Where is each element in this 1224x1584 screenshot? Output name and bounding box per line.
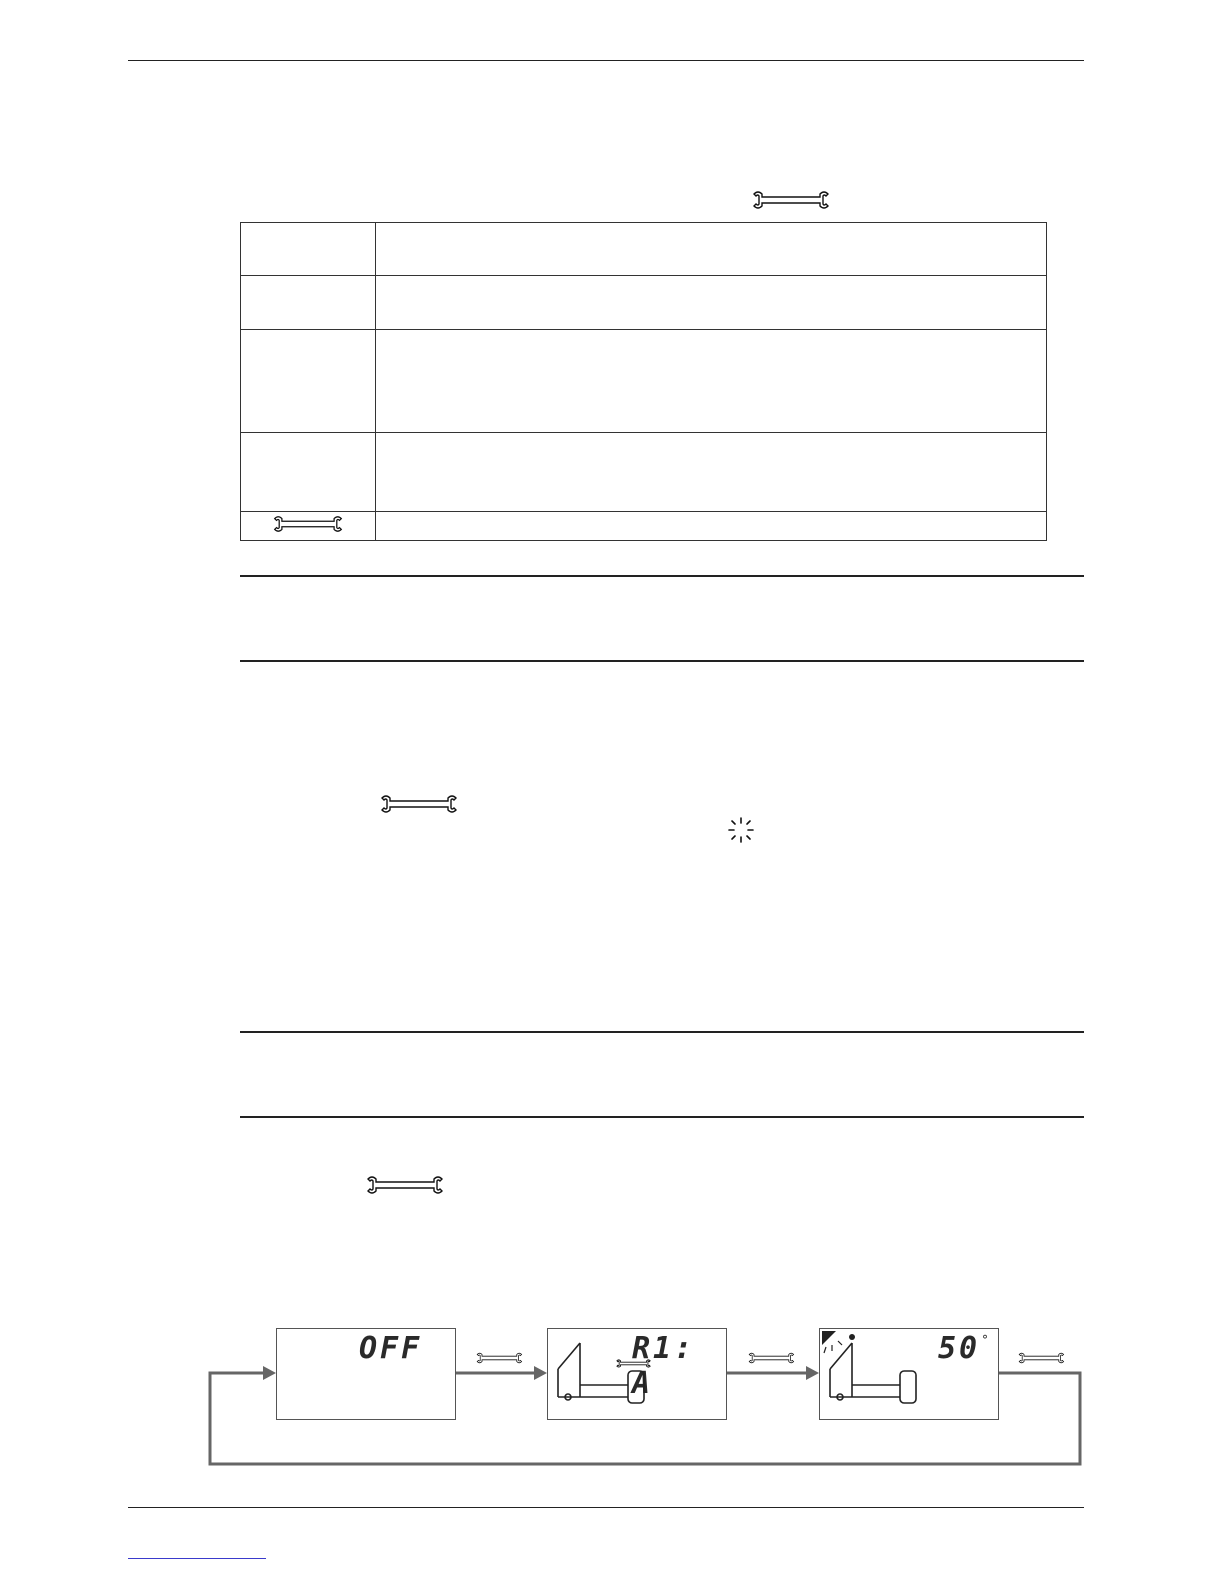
header-rule	[128, 60, 1084, 61]
table-cell-key	[241, 512, 376, 541]
sensor-dot-icon	[849, 1334, 855, 1340]
table-cell-value	[376, 330, 1047, 433]
note-rule-bottom	[240, 1116, 1084, 1118]
table-row	[241, 330, 1047, 433]
solar-schematic-icon	[822, 1331, 992, 1417]
table-cell-key	[241, 433, 376, 512]
lcd-readout: R1: A	[632, 1331, 696, 1401]
table-row	[241, 433, 1047, 512]
system-schematic-icon	[552, 1337, 722, 1417]
wrench-icon	[477, 1353, 521, 1363]
wrench-icon	[752, 190, 830, 210]
note-rule-top	[240, 575, 1084, 577]
table-cell-value	[376, 433, 1047, 512]
table-cell-value	[376, 223, 1047, 276]
arrow-head	[806, 1366, 819, 1380]
spec-table	[240, 222, 1047, 541]
arrow-head	[534, 1366, 547, 1380]
table-cell-value	[376, 512, 1047, 541]
lcd-screen-off	[276, 1328, 456, 1420]
table-row	[241, 223, 1047, 276]
table-cell-value	[376, 276, 1047, 330]
footer-link-underline	[128, 1558, 266, 1559]
lcd-screen-relay	[547, 1328, 727, 1420]
wrench-icon	[617, 1360, 650, 1367]
footer-rule	[128, 1507, 1084, 1508]
lcd-unit-mark: °	[982, 1333, 988, 1347]
wrench-icon	[380, 794, 458, 814]
wrench-icon	[749, 1353, 793, 1363]
table-cell-key	[241, 276, 376, 330]
sun-blink-icon	[726, 816, 756, 844]
table-cell-key	[241, 223, 376, 276]
table-cell-key	[241, 330, 376, 433]
wrench-icon	[366, 1175, 444, 1195]
arrow-head	[263, 1366, 276, 1380]
note-rule-top	[240, 1031, 1084, 1033]
table-row	[241, 276, 1047, 330]
sun-icon	[822, 1331, 836, 1345]
wrench-icon	[271, 515, 345, 533]
wrench-icon	[1019, 1353, 1063, 1363]
table-row	[241, 512, 1047, 541]
lcd-readout: OFF	[359, 1331, 423, 1366]
lcd-readout: 50	[938, 1331, 981, 1366]
note-rule-bottom	[240, 660, 1084, 662]
lcd-screen-temperature	[819, 1328, 999, 1420]
